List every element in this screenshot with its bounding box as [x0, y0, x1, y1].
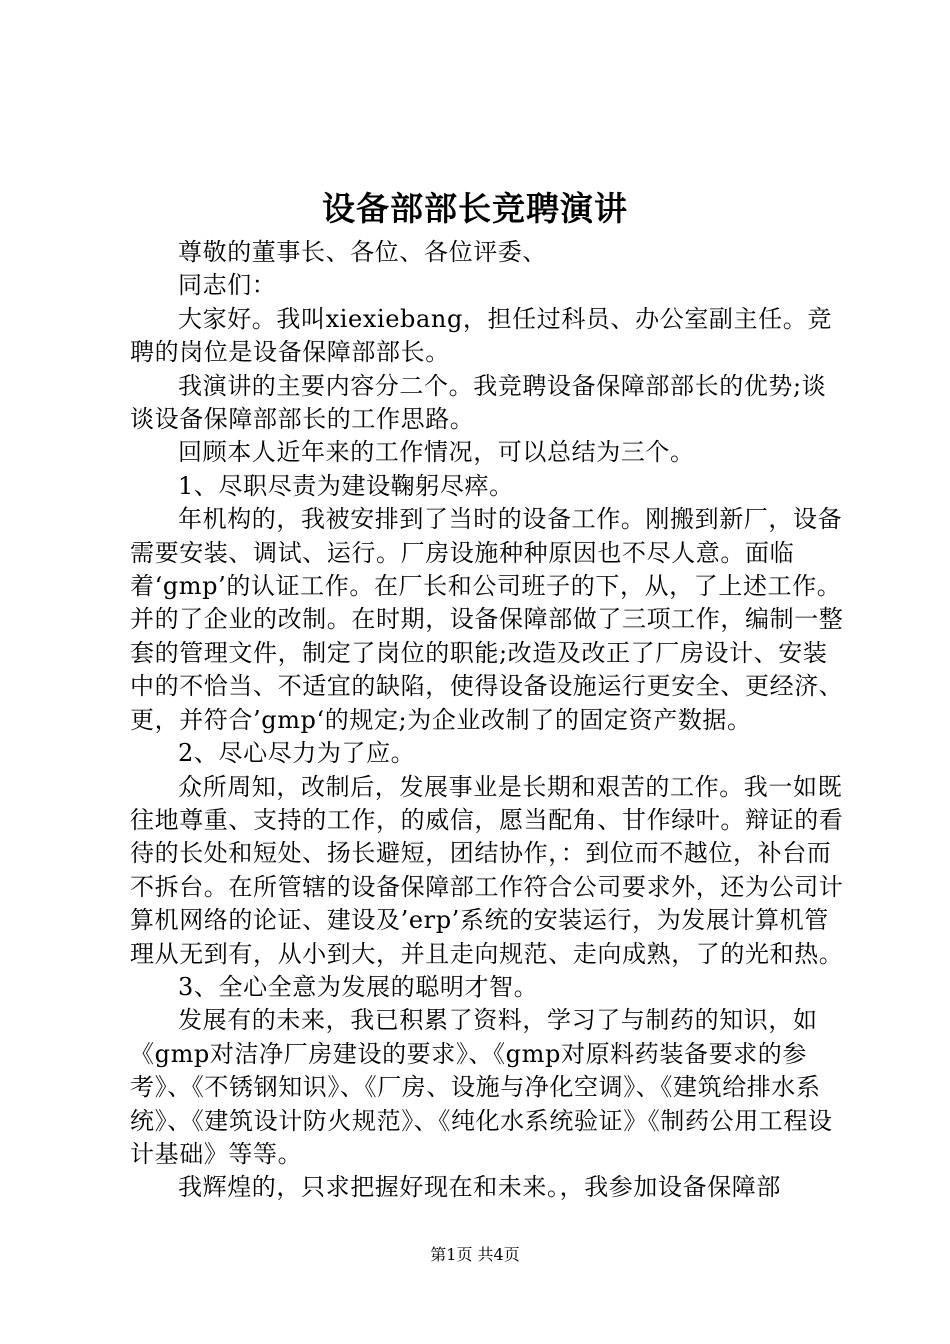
- page-number-footer: 第1页 共4页: [430, 1245, 520, 1264]
- paragraph-salutation: 尊敬的董事长、各位、各位评委、: [178, 238, 547, 266]
- paragraph-section-3: 发展有的未来，我已积累了资料，学习了与制药的知识，如《gmp对洁净厂房建设的要求》、《gmp对原料药装备要求的参考》、《不锈钢知识》、《厂房、设施与净化空调》、《建筑给排水系统》、《建筑设计防火规范》、《纯化水系统验证》《制药公用工程设计基础》等等。: [130, 1006, 833, 1168]
- paragraph-introduction: 大家好。我叫xiexiebang，担任过科员、办公室副主任。竞聘的岗位是设备保障部部长。: [130, 304, 832, 367]
- paragraph-greeting: 同志们：: [178, 271, 277, 300]
- paragraph-closing: 我辉煌的，只求把握好现在和未来。，我参加设备保障部: [178, 1173, 781, 1202]
- section-heading-1: 1、尽职尽责为建设鞠躬尽瘁。: [178, 471, 514, 500]
- section-heading-2: 2、尽心尽力为了应。: [178, 739, 416, 768]
- paragraph-section-2: 众所周知，改制后，发展事业是长期和艰苦的工作。我一如既往地尊重、支持的工作，的威信，愿当配角、甘作绿叶。辩证的看待的长处和短处、扬长避短，团结协作，：到位而不越位，补台而不拆台。在所管辖的设备保障部工作符合公司要求外，还为公司计算机网络的论证、建设及’erp’系统的安装运行，为发展计算机管理从无到有，从小到大，并且走向规范、走向成熟，了的光和热。: [130, 772, 844, 968]
- paragraph-section-1: 年机构的，我被安排到了当时的设备工作。刚搬到新厂，设备需要安装、调试、运行。厂房设施种种原因也不尽人意。面临着‘gmp’的认证工作。在厂长和公司班子的下，从，了上述工作。并的了企业的改制。在时期，设备保障部做了三项工作，编制一整套的管理文件，制定了岗位的职能;改造及改正了厂房设计、安装中的不恰当、不适宜的缺陷，使得设备设施运行更安全、更经济、更，并符合’gmp‘的规定;为企业改制了的固定资产数据。: [130, 505, 844, 734]
- paragraph-review: 回顾本人近年来的工作情况，可以总结为三个。: [178, 438, 695, 467]
- document-body: [130, 236, 848, 1205]
- paragraph-outline: 我演讲的主要内容分二个。我竞聘设备保障部部长的优势;谈谈设备保障部部长的工作思路。: [130, 371, 827, 434]
- document-title: 设备部部长竞聘演讲: [322, 189, 628, 228]
- section-heading-3: 3、全心全意为发展的聪明才智。: [178, 972, 539, 1001]
